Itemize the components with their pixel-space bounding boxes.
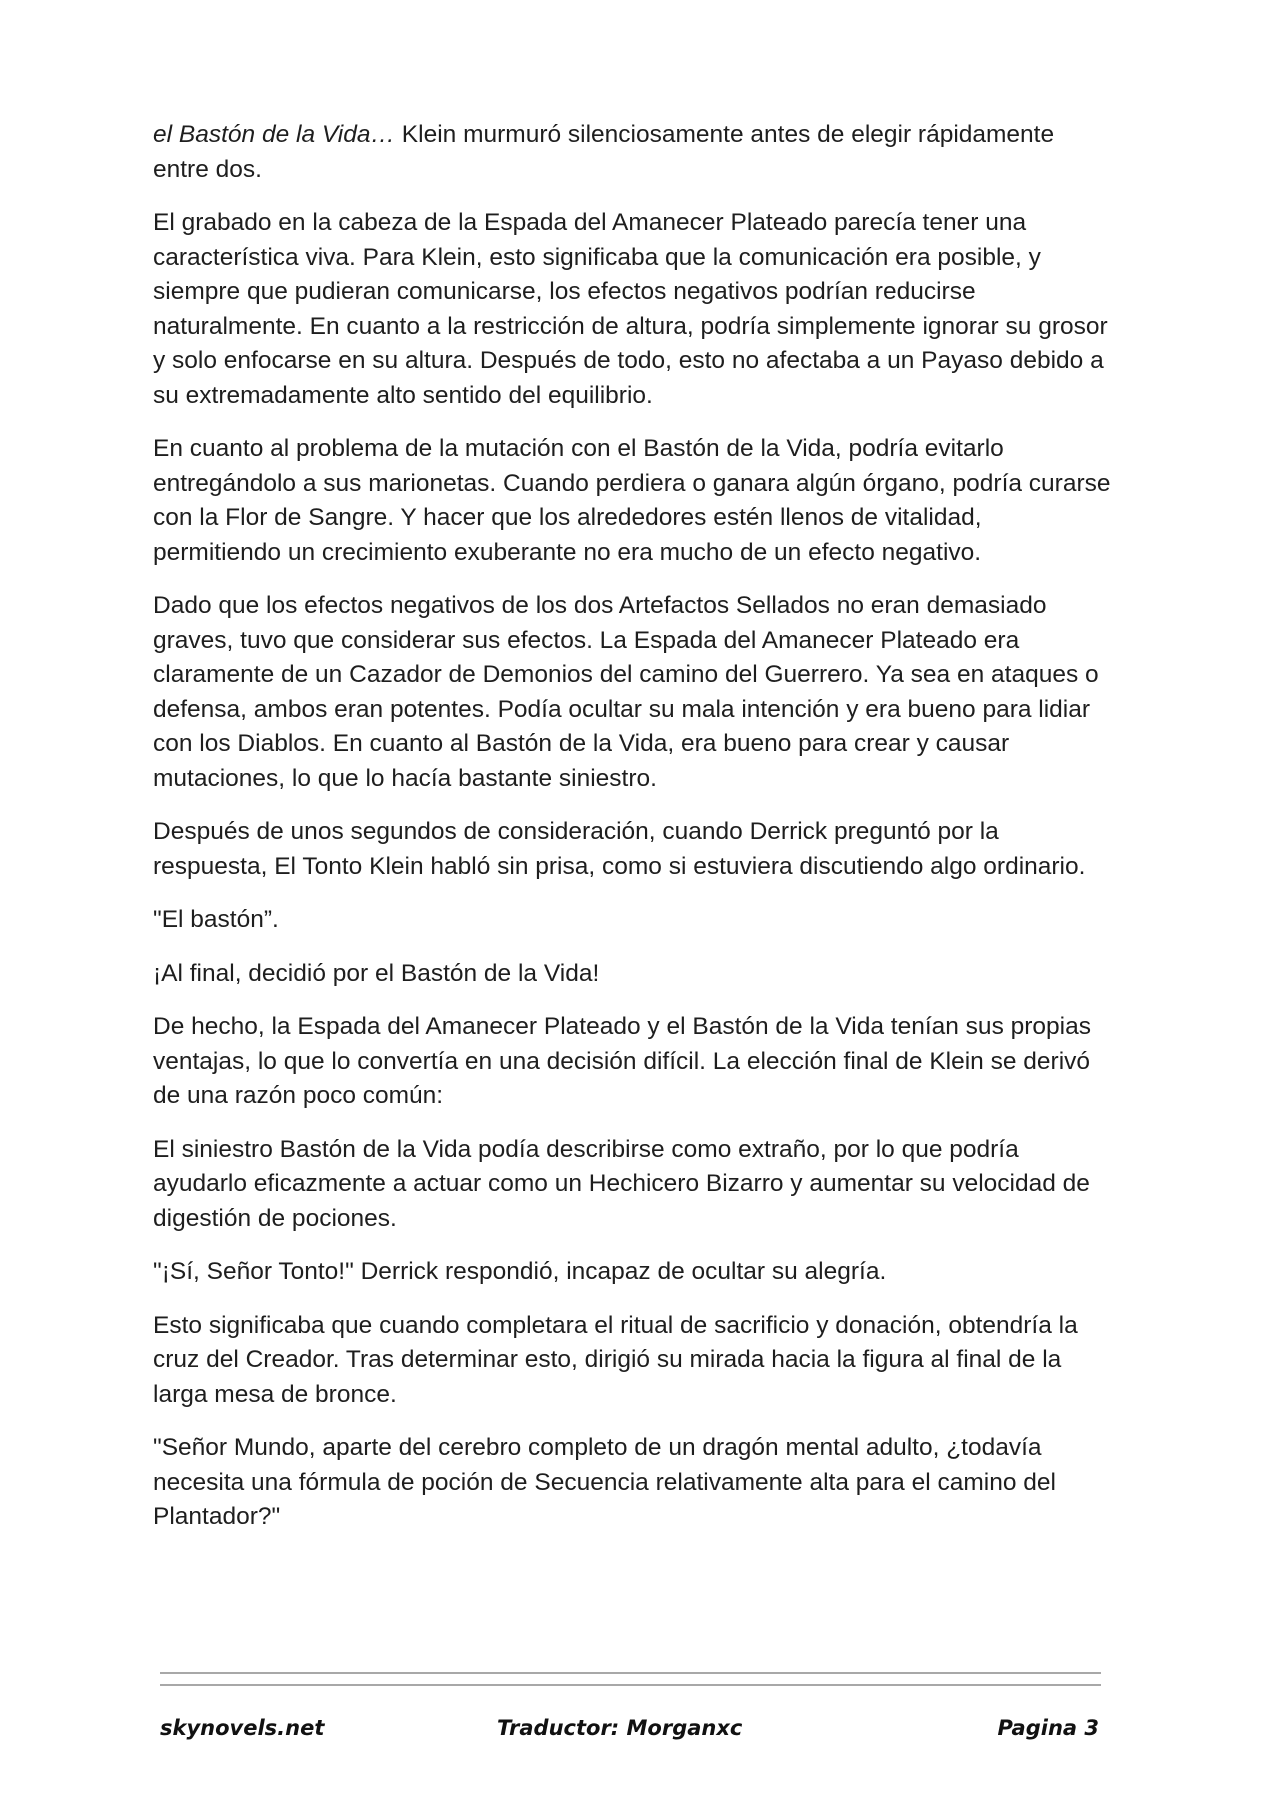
paragraph-12: "Señor Mundo, aparte del cerebro completo de un dragón mental adulto, ¿todavía necesita una fórmula de poción de Secuencia relativamente alta para el camino del Plantador?" [153, 1434, 1056, 1530]
paragraph-5: Después de unos segundos de consideración, cuando Derrick preguntó por la respuesta, El Tonto Klein habló sin prisa, como si estuviera discutiendo algo ordinario. [153, 818, 1086, 880]
footer-divider-top [160, 1672, 1101, 1674]
paragraph-1 [153, 118, 1113, 187]
footer-site: skynovels.net [160, 1716, 325, 1740]
paragraph-1-italic: el Bastón de la Vida… [153, 121, 395, 148]
paragraph-9: El siniestro Bastón de la Vida podía describirse como extraño, por lo que podría ayudarlo eficazmente a actuar como un Hechicero Bizarro y aumentar su velocidad de digestión de pociones. [153, 1135, 1090, 1232]
paragraph-7: ¡Al final, decidió por el Bastón de la Vida! [153, 959, 600, 987]
footer-translator: Traductor: Morganxc [497, 1716, 743, 1740]
footer-divider-bottom [160, 1684, 1101, 1686]
paragraph-4: Dado que los efectos negativos de los dos Artefactos Sellados no eran demasiado graves, tuvo que considerar sus efectos. La Espada del Amanecer Plateado era claramente de un Cazador de Demonios del camino del Guerrero. Ya sea en ataques o defensa, ambos eran potentes. Podía ocultar su mala intención y era bueno para lidiar con los Diablos. En cuanto al Bastón de la Vida, era bueno para crear y causar mutaciones, lo que lo hacía bastante siniestro. [153, 592, 1099, 792]
paragraph-6: "El bastón”. [153, 906, 279, 933]
page-footer [160, 1716, 1101, 1750]
footer-page-number: Pagina 3 [997, 1716, 1099, 1740]
paragraph-2: El grabado en la cabeza de la Espada del Amanecer Plateado parecía tener una característica viva. Para Klein, esto significaba que la comunicación era posible, y siempre que pudieran comunicarse, los efectos negativos podrían reducirse naturalmente. En cuanto a la restricción de altura, podría simplemente ignorar su grosor y solo enfocarse en su altura. Después de todo, esto no afectaba a un Payaso debido a su extremadamente alto sentido del equilibrio. [153, 209, 1108, 409]
paragraph-3: En cuanto al problema de la mutación con el Bastón de la Vida, podría evitarlo entregándolo a sus marionetas. Cuando perdiera o ganara algún órgano, podría curarse con la Flor de Sangre. Y hacer que los alrededores estén llenos de vitalidad, permitiendo un crecimiento exuberante no era mucho de un efecto negativo. [153, 435, 1111, 566]
paragraph-11: Esto significaba que cuando completara el ritual de sacrificio y donación, obtendría la cruz del Creador. Tras determinar esto, dirigió su mirada hacia la figura al final de la larga mesa de bronce. [153, 1311, 1078, 1408]
paragraph-8: De hecho, la Espada del Amanecer Plateado y el Bastón de la Vida tenían sus propias ventajas, lo que lo convertía en una decisión difícil. La elección final de Klein se derivó de una razón poco común: [153, 1013, 1091, 1109]
paragraph-1-text: Klein murmuró silenciosamente antes de elegir rápidamente entre dos. [153, 121, 1055, 183]
document-body [153, 118, 1113, 1554]
paragraph-10: "¡Sí, Señor Tonto!" Derrick respondió, incapaz de ocultar su alegría. [153, 1258, 887, 1285]
